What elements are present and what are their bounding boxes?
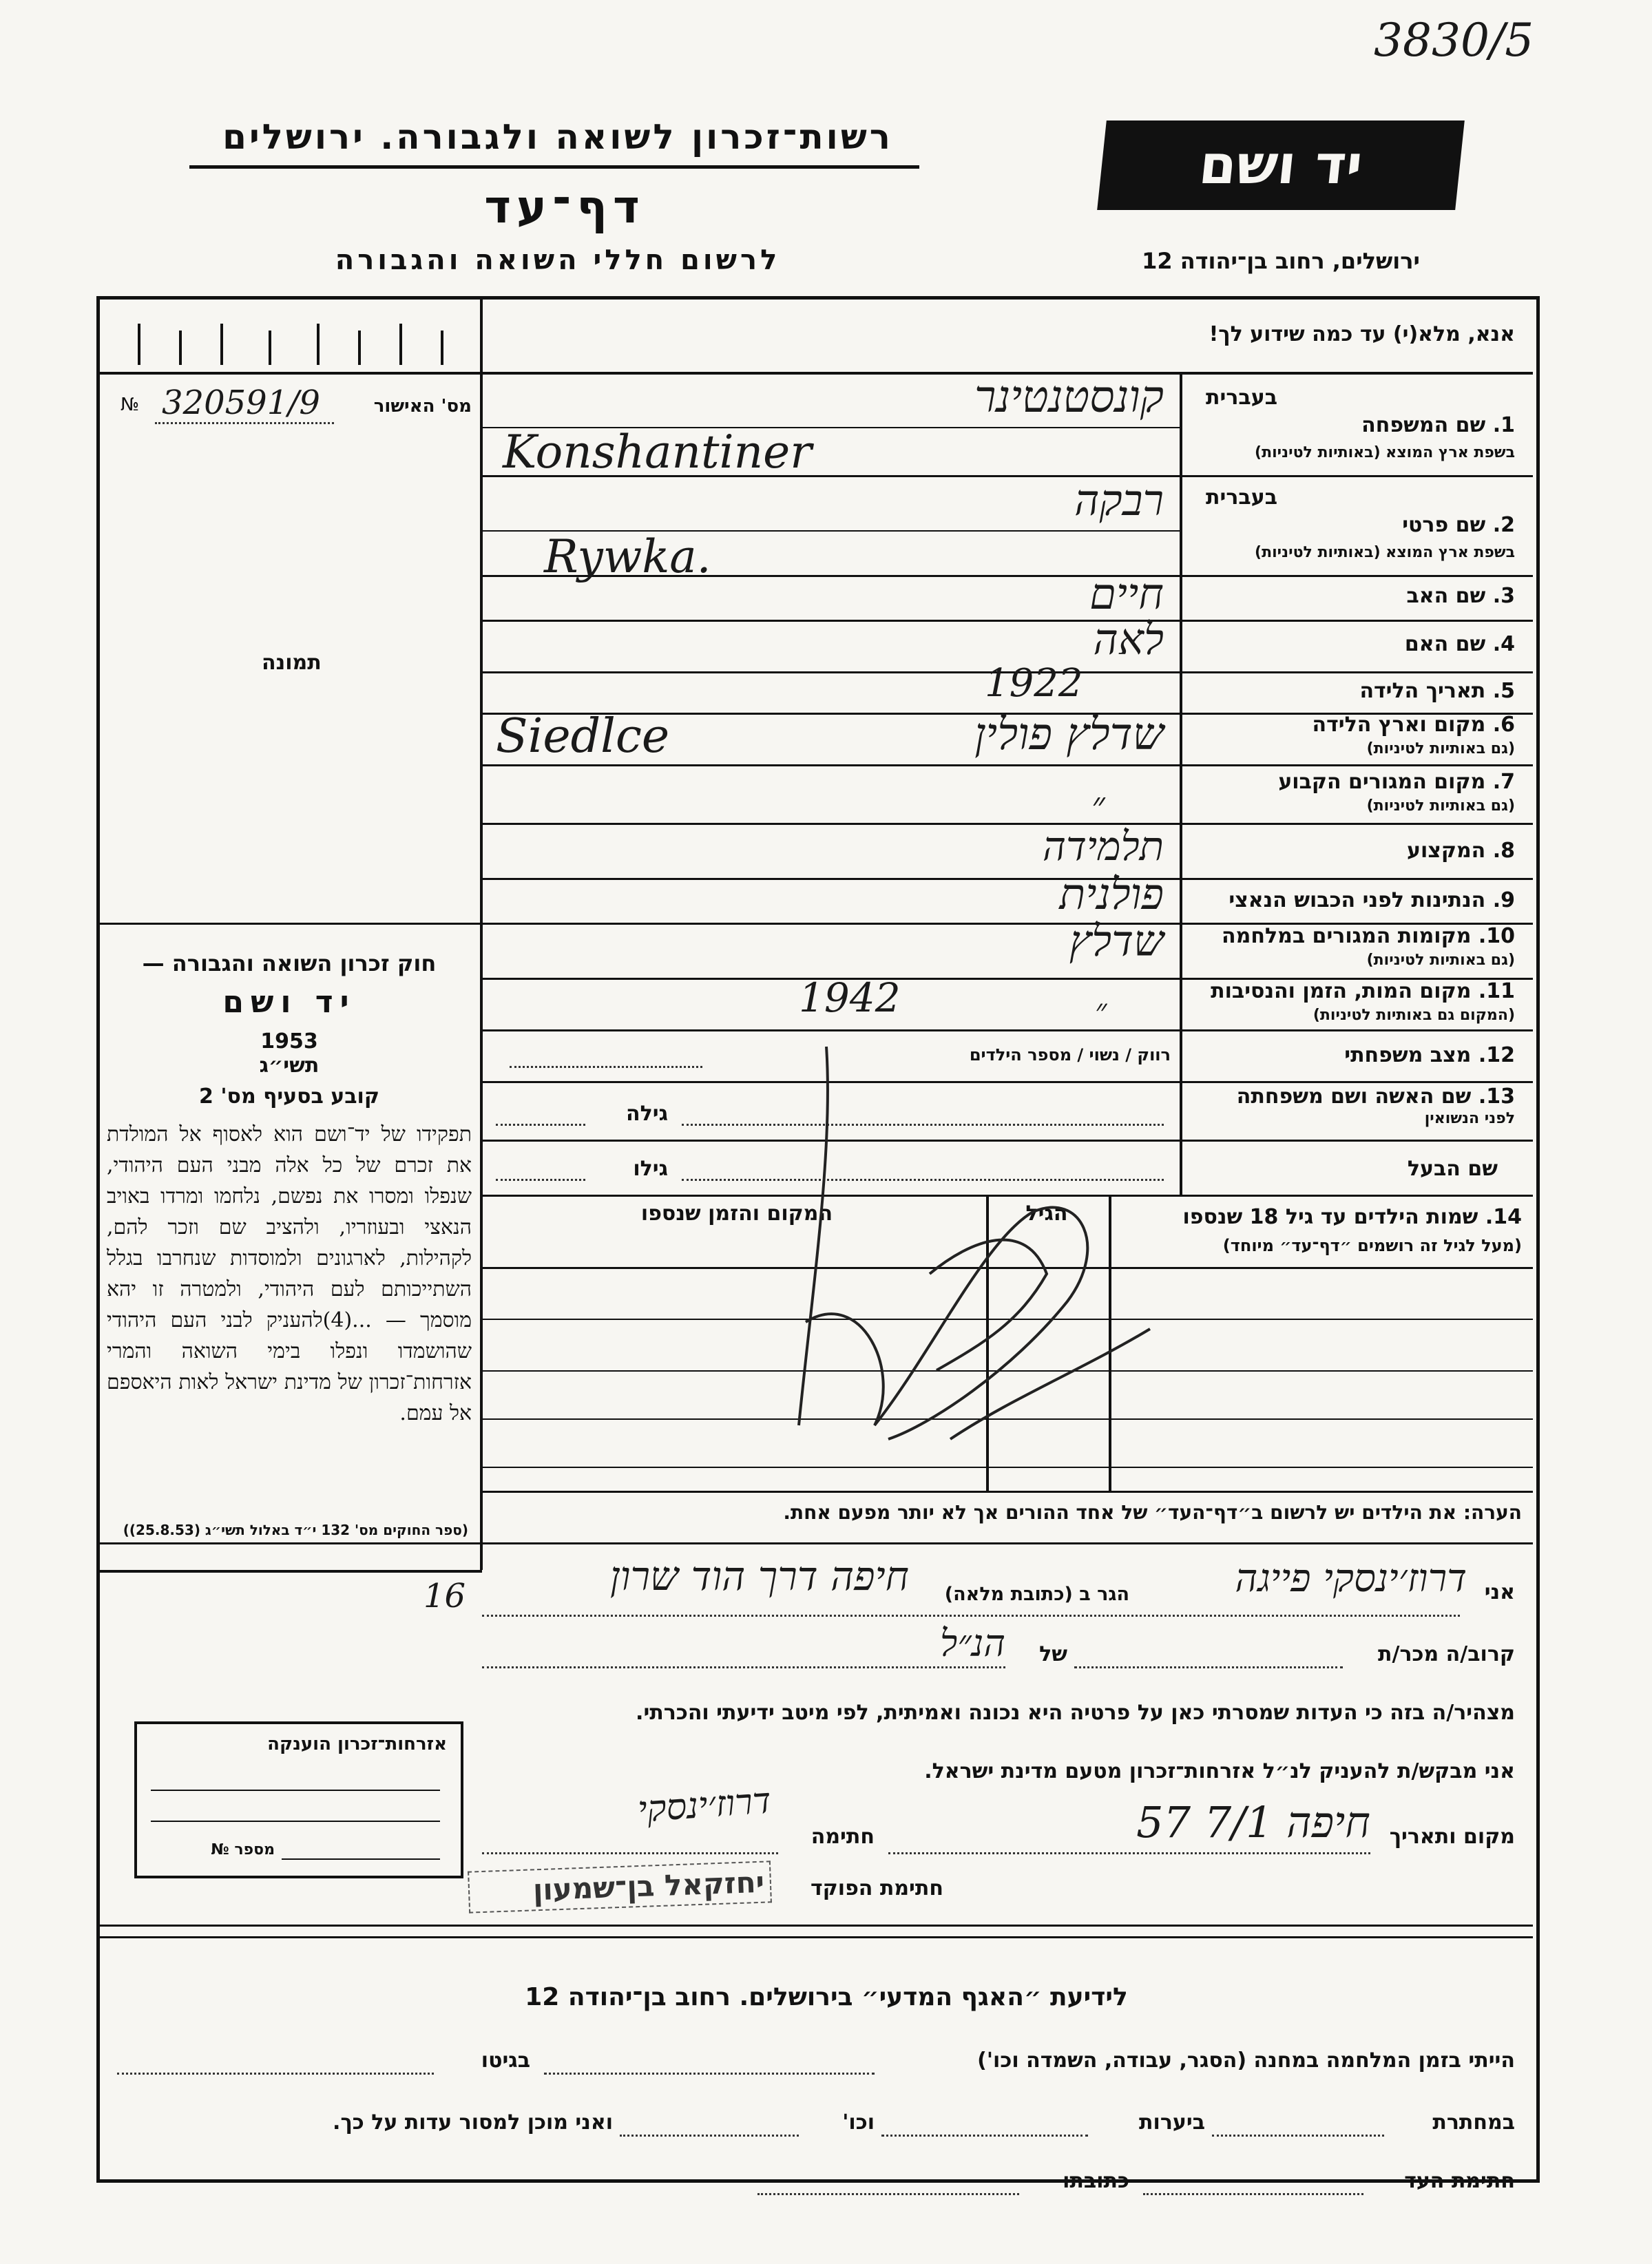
witness-name-value: דרוז׳ינסקי פייגה <box>1235 1556 1467 1601</box>
field7-label: 7. מקום המגורים הקבוע <box>1278 770 1515 794</box>
field12-options: רווק / נשוי / מספר הילדים <box>969 1045 1171 1065</box>
field1-hebrew-value: קונסטנטינר <box>974 372 1164 423</box>
witness-house-number: 16 <box>424 1577 466 1615</box>
registry-prefix: № <box>121 395 140 415</box>
registry-row <box>121 384 472 423</box>
field11-value: 1942 <box>799 974 901 1021</box>
ticks-row-bottom <box>96 372 482 375</box>
field10-value: שדלץ <box>1069 916 1164 966</box>
field7-sub: (גם באותיות לטיניות) <box>1366 797 1515 815</box>
children-age-header: הגיל <box>1025 1202 1068 1226</box>
relation-value: הנ״ל <box>940 1622 1005 1665</box>
field1-sub: בשפת ארץ המוצא (באותיות לטיניות) <box>1255 444 1515 461</box>
form-title: דף־עד <box>484 180 645 233</box>
tear-off-witness-signature-label: חתימת העד <box>1404 2169 1515 2193</box>
field1-latin-value: Konshantiner <box>503 426 812 479</box>
field2-label: 2. שם פרטי <box>1402 513 1515 537</box>
header-underline <box>189 165 919 169</box>
law-bottom <box>96 1570 482 1573</box>
field9-value: פולנית <box>1059 869 1164 919</box>
request-text: אני מבקש/ת להעניק לנ״ל אזרחות־זכרון מטעם מדינת ישראל. <box>924 1759 1515 1783</box>
field4-value: לאה <box>1093 614 1164 664</box>
field2-sub: בשפת ארץ המוצא (באותיות לטיניות) <box>1255 544 1515 561</box>
field2-hebrew-value: רבקה <box>1074 475 1164 525</box>
tear-off-camp-label: הייתי בזמן המלחמה במחנה (הסגר, עבודה, השמדה וכו') <box>977 2048 1515 2073</box>
field14-sub: (מעל לגיל זה רושמים ״דף־עד״ מיוחד) <box>1222 1236 1522 1255</box>
witness-address-value: חיפה דרך הוד שרון <box>609 1553 909 1600</box>
tear-off-address-label: כתובתו <box>1063 2169 1129 2193</box>
citizenship-box-number-label: מספר № <box>211 1841 275 1858</box>
field10-label: 10. מקומות המגורים במלחמה <box>1222 924 1515 948</box>
note-bottom <box>96 1542 1533 1544</box>
children-place-header: המקום והזמן שנספו <box>640 1202 833 1226</box>
citizenship-box <box>134 1721 463 1878</box>
field11-label: 11. מקום המות, הזמן והנסיבות <box>1211 979 1515 1003</box>
field14-label: 14. שמות הילדים עד גיל 18 שנספו <box>1182 1205 1522 1229</box>
tear-off-willing-label: ואני מוכן למסור עדות על כך. <box>333 2110 613 2135</box>
cross-out-scribble <box>723 1012 1171 1453</box>
official-signature-label: חתימת הפוקד <box>811 1876 943 1900</box>
photo-label: תמונה <box>262 651 322 675</box>
tick-marks <box>124 324 454 372</box>
tear-off-ghetto-label: בגיטו <box>481 2048 530 2073</box>
field8-label: 8. המקצוע <box>1407 839 1515 863</box>
signature-label: חתימה <box>811 1825 875 1849</box>
place-date-label: מקום ותאריך <box>1389 1825 1515 1849</box>
tear-off-title: לידיעת ״האגף המדעי״ בירושלים. רחוב בן־יהודה 12 <box>525 1983 1128 2011</box>
field2-latin-value: Rywka. <box>544 530 711 583</box>
witness-ani: אני <box>1484 1580 1515 1604</box>
tear-off-top-1 <box>96 1925 1533 1927</box>
husband-age-label: גילו <box>633 1157 668 1181</box>
field6-sub: (גם באותיות לטיניות) <box>1366 740 1515 757</box>
intro-text: אנא, מלא(י) עד כמה שידוע לך! <box>1209 322 1515 346</box>
law-year: 1953 <box>260 1029 318 1054</box>
signature-value: דרוז׳ינסקי <box>636 1780 773 1831</box>
law-year-block <box>117 1029 461 1078</box>
field10-sub: (גם באותיות לטיניות) <box>1366 952 1515 969</box>
law-footnote: (ספר החוקים מס' 132 י״ד באלול תשי״ג (25.8.53)) <box>123 1522 468 1538</box>
registry-value: 320591/9 <box>162 384 320 422</box>
field4-label: 4. שם האם <box>1404 632 1515 656</box>
registry-label: מס' האישור <box>373 396 472 417</box>
field2-hebrew-tag: בעברית <box>1206 485 1277 510</box>
law-section: קובע בסעיף מס' 2 <box>199 1084 379 1109</box>
field11-sub: (המקום גם באותיות לטיניות) <box>1313 1007 1515 1024</box>
field1-hebrew-tag: בעברית <box>1206 386 1277 410</box>
field13-sub: לפני הנשואין <box>1424 1110 1515 1127</box>
field6-value: שדלץ פולין <box>974 709 1164 760</box>
tear-off-top-2 <box>96 1936 1533 1938</box>
field13-label: 13. שם האשה ושם משפחתה <box>1236 1084 1515 1109</box>
yad-vashem-logo: יד ושם <box>1097 120 1465 210</box>
field12-label: 12. מצב משפחתי <box>1344 1043 1515 1067</box>
field8-value: תלמידה <box>1042 823 1164 870</box>
field3-value: חיים <box>1089 569 1164 619</box>
field5-label: 5. תאריך הלידה <box>1359 679 1515 703</box>
authority-name: רשות־זכרון לשואה ולגבורה. ירושלים <box>222 117 893 157</box>
citizenship-box-title: אזרחות־זכרון הוענקה <box>267 1734 447 1754</box>
field9-label: 9. הנתינות לפני הכבוש הנאצי <box>1228 888 1515 912</box>
tear-off-forests-label: ביערות <box>1139 2110 1205 2135</box>
note-text: הערה: את הילדים יש לרשום ב״דף־העד״ של אחד ההורים אך לא יותר מפעם אחת. <box>783 1501 1522 1524</box>
field1-label: 1. שם המשפחה <box>1361 413 1515 437</box>
place-date-value: חיפה 7/1 57 <box>1136 1797 1370 1847</box>
law-title: חוק זכרון השואה והגבורה — <box>142 950 437 976</box>
left-column-divider <box>480 296 483 1570</box>
declaration-text: מצהיר/ה בזה כי העדות שמסרתי כאן על פרטיה היא נכונה ואמיתית, לפי מיטב ידיעתי והכרתי. <box>636 1701 1515 1725</box>
field6-latin-value: Siedlce <box>496 709 670 764</box>
of-label: של <box>1039 1642 1067 1666</box>
law-name: יד ושם <box>222 985 356 1020</box>
witness-address-label: הגר ב (כתובת מלאה) <box>944 1584 1129 1605</box>
field7-value: ״ <box>1091 785 1105 826</box>
field3-label: 3. שם האב <box>1406 584 1515 608</box>
tear-off-etc-label: וכו' <box>842 2110 875 2135</box>
law-top-divider <box>96 923 482 925</box>
form-subtitle: לרשום חללי השואה והגבורה <box>335 244 781 276</box>
law-year-hebrew: תשי״ג <box>259 1054 320 1078</box>
relation-label: קרוב/ה מכר/ת <box>1378 1642 1515 1666</box>
field11-mark: ״ <box>1095 992 1107 1029</box>
archive-number: 3830/5 <box>1374 14 1534 67</box>
field6-label: 6. מקום וארץ הלידה <box>1312 713 1515 737</box>
field5-value: 1922 <box>985 661 1083 706</box>
yad-vashem-address: ירושלים, רחוב בן־יהודה 12 <box>1142 248 1420 274</box>
law-body: תפקידו של יד־ושם הוא לאסוף אל המולדת את זכרם של כל אלה מבני העם היהודי, שנפלו ומסרו את נפשם, נלחמו ומרדו באויב הנאצי ובעוזריו, ולהציב שם וזכר להם, לקהילות, לארגונים ולמוסדות שנחרבו בגלל השתייכותם לעם היהודי, ולמטרה זו יהא מוסמך — ...(4)להעניק לבני העם היהודי שהושמדו ונפלו בימי השואה והמרי אזרחות־זכרון של מדינת ישראל לאות היאספם אל עמם. <box>107 1122 472 1425</box>
label-column-divider <box>1180 372 1182 1195</box>
official-stamp: יחזקאל בן־שמעון <box>468 1861 772 1913</box>
husband-label: שם הבעל <box>1407 1157 1498 1181</box>
tear-off-underground-label: במחתרת <box>1432 2110 1515 2135</box>
field13-age-label: גילה <box>626 1102 668 1126</box>
